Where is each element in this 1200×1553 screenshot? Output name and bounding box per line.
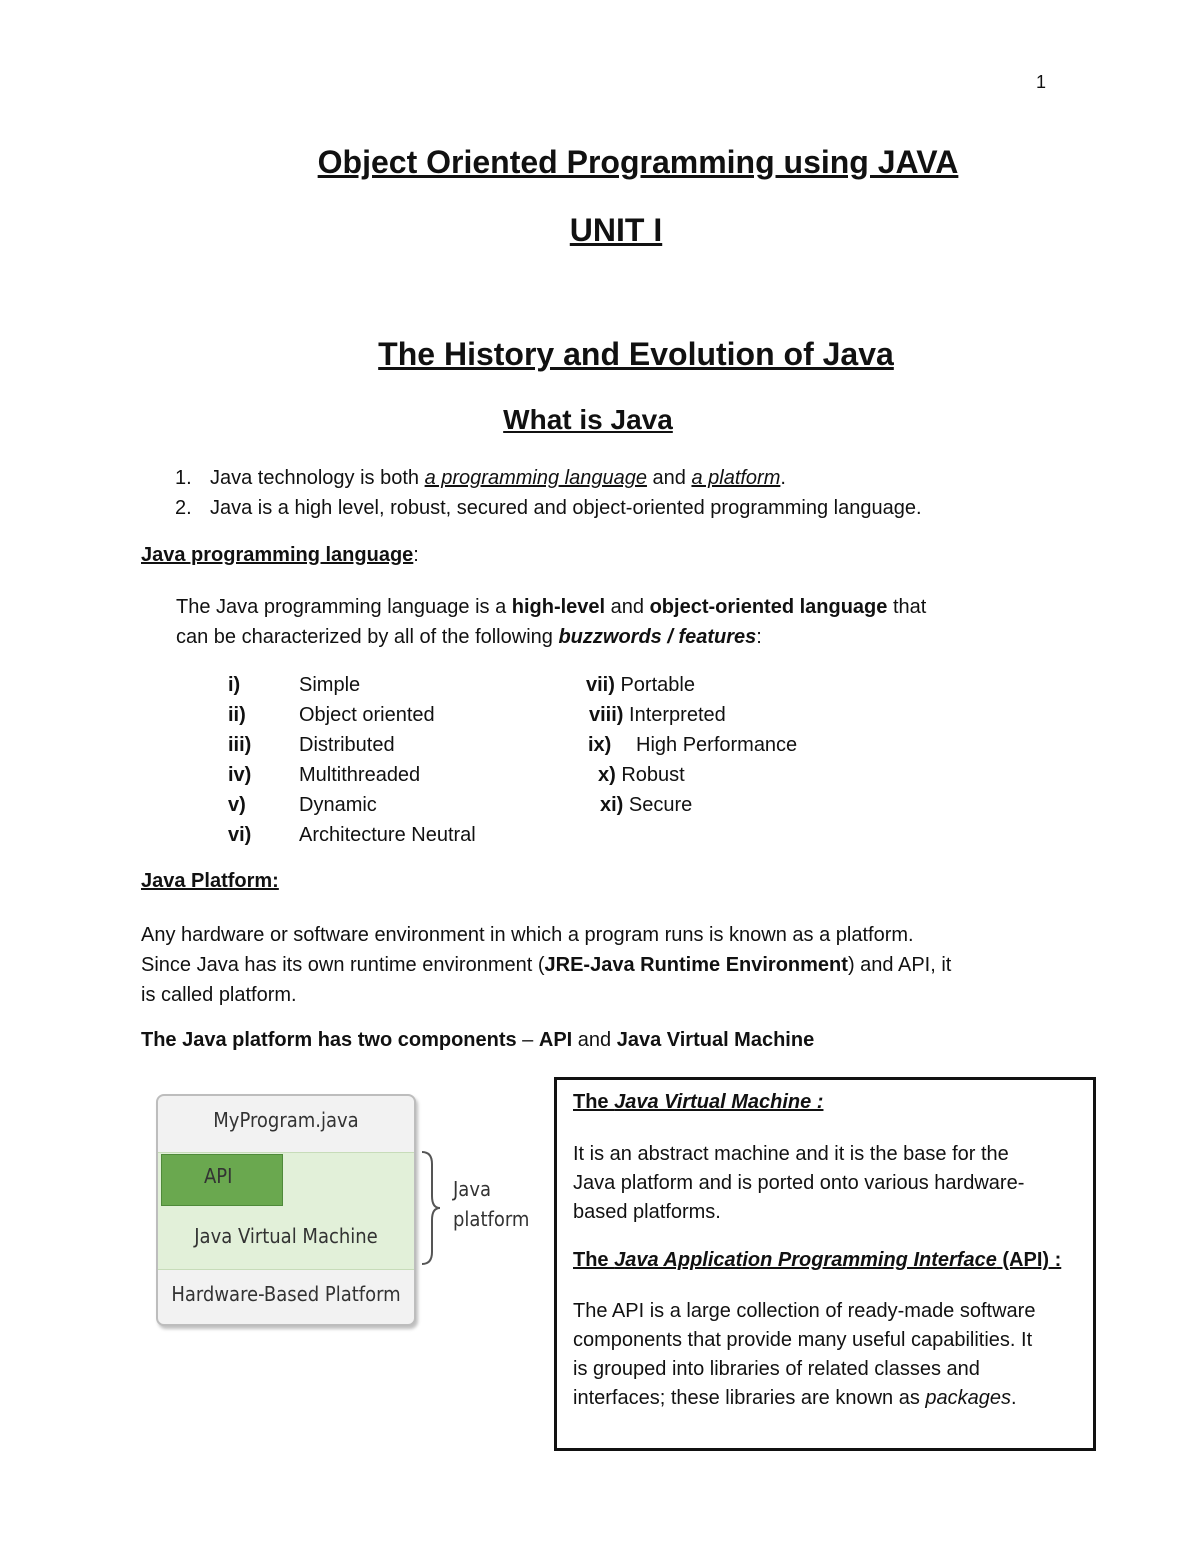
brace-icon — [418, 1150, 442, 1266]
api-label: API — [204, 1164, 233, 1188]
list-item: ix) High Performance — [588, 734, 798, 756]
subsection-title-what-is-java: What is Java — [503, 404, 673, 435]
list-item: vii) Portable — [586, 674, 695, 696]
features-left-list — [228, 670, 476, 850]
jvm-heading: The Java Virtual Machine : — [573, 1091, 824, 1113]
list-item: 1. Java technology is both a programming language and a platform. — [175, 467, 786, 489]
programming-language-link: a programming language — [424, 467, 647, 489]
myprogram-label: MyProgram.java — [213, 1108, 359, 1132]
java-platform-label: Java platform — [453, 1177, 530, 1231]
what-is-java-list — [175, 463, 922, 523]
java-platform-diagram — [156, 1094, 530, 1326]
jvm-description: It is an abstract machine and it is the base for the Java platform and is ported onto various hardware- based platforms. — [573, 1143, 1025, 1223]
api-heading: The Java Application Programming Interface (API) : — [573, 1249, 1062, 1271]
page-number: 1 — [1036, 72, 1047, 92]
list-item: xi) Secure — [600, 794, 693, 816]
features-right-list — [586, 670, 797, 820]
document-title: Object Oriented Programming using JAVA — [317, 144, 959, 180]
platform-heading: Java Platform: — [141, 870, 279, 892]
list-item: viii) Interpreted — [589, 704, 726, 726]
info-box — [554, 1077, 1096, 1451]
list-item: vi) Architecture Neutral — [228, 824, 476, 846]
list-item: 2. Java is a high level, robust, secured and object-oriented programming language. — [175, 497, 922, 519]
list-item: x) Robust — [598, 764, 685, 786]
diagram-frame — [156, 1094, 416, 1326]
components-line: The Java platform has two components – API and Java Virtual Machine — [141, 1029, 815, 1051]
list-item: iv) Multithreaded — [228, 764, 421, 786]
platform-link: a platform — [691, 467, 781, 489]
platform-paragraph: Any hardware or software environment in which a program runs is known as a platform. Since Java has its own runtime environment (JRE-Java Runtime Environment) and API, it is called platform. — [141, 924, 952, 1006]
unit-title: UNIT I — [569, 212, 663, 248]
list-item: v) Dynamic — [228, 794, 377, 816]
hardware-label: Hardware-Based Platform — [171, 1282, 401, 1306]
list-item: i) Simple — [228, 674, 361, 696]
api-description: The API is a large collection of ready-made software components that provide many useful capabilities. It is grouped into libraries of related classes and interfaces; these libraries are known as packages. — [573, 1300, 1036, 1409]
prog-lang-paragraph: The Java programming language is a high-level and object-oriented language that can be characterized by all of the following buzzwords / features: — [176, 596, 927, 648]
section-title-history: The History and Evolution of Java — [378, 336, 894, 372]
list-item: iii) Distributed — [228, 734, 395, 756]
prog-lang-heading: Java programming language: — [141, 544, 419, 566]
list-item: ii) Object oriented — [228, 704, 435, 726]
jvm-label: Java Virtual Machine — [194, 1224, 378, 1248]
